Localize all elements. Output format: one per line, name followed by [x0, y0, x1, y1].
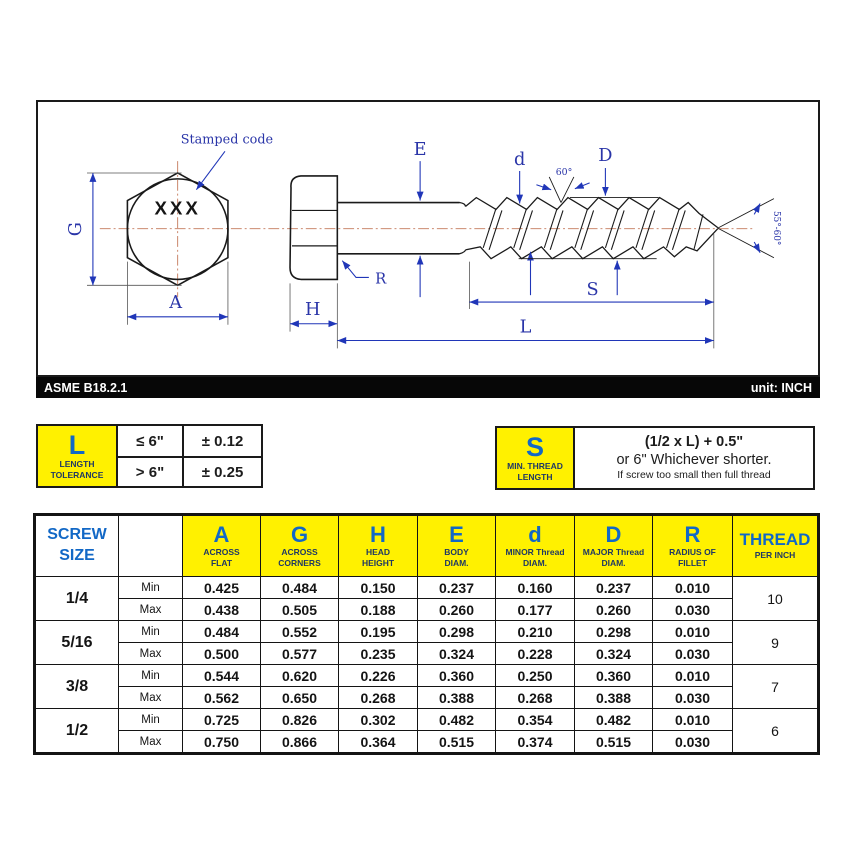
- label-E: E: [413, 140, 427, 161]
- label-S: S: [586, 280, 599, 301]
- value-cell: 0.010: [653, 665, 733, 687]
- value-cell: 0.324: [575, 643, 653, 665]
- size-cell: 1/2: [35, 709, 119, 754]
- value-cell: 0.324: [418, 643, 496, 665]
- min-thread-length-box: [495, 426, 815, 490]
- table-row: [35, 643, 819, 665]
- table-row: [35, 577, 819, 599]
- length-val-1: ± 0.12: [182, 426, 261, 456]
- table-row: [35, 665, 819, 687]
- value-cell: 0.562: [183, 687, 261, 709]
- length-cond-1: ≤ 6": [136, 432, 164, 450]
- label-G: G: [66, 222, 87, 237]
- length-cond-2: > 6": [118, 456, 182, 486]
- value-cell: 0.237: [575, 577, 653, 599]
- dimension-spec-table: [33, 513, 820, 755]
- value-cell: 0.195: [339, 621, 418, 643]
- value-cell: 0.515: [575, 731, 653, 754]
- size-cell: 5/16: [35, 621, 119, 665]
- min-thread-rule: [575, 428, 813, 488]
- col-symbol: D: [605, 522, 622, 548]
- value-cell: 0.160: [496, 577, 575, 599]
- value-cell: 0.302: [339, 709, 418, 731]
- title-bar: [36, 377, 820, 398]
- header-row: [35, 515, 819, 577]
- screw-size-header: [35, 515, 119, 577]
- label-H: H: [304, 299, 321, 320]
- col-symbol: d: [528, 522, 542, 548]
- length-tolerance-label2: TOLERANCE: [50, 469, 104, 480]
- symbol-L: L: [68, 429, 86, 460]
- technical-drawing: [38, 102, 818, 375]
- value-cell: 0.866: [261, 731, 339, 754]
- col-sub: CORNERS: [278, 557, 321, 568]
- min-label: Min: [119, 665, 183, 687]
- dimension-R: [342, 261, 387, 288]
- value-cell: 0.544: [183, 665, 261, 687]
- tpi-cell: 6: [733, 709, 819, 754]
- length-tolerance-label: LENGTH: [59, 458, 95, 469]
- max-label: Max: [119, 643, 183, 665]
- screw-size-line1: SCREW: [47, 526, 107, 544]
- value-cell: 0.030: [653, 731, 733, 754]
- value-cell: 0.268: [339, 687, 418, 709]
- value-cell: 0.235: [339, 643, 418, 665]
- min-thread-symbol-cell: [497, 428, 575, 488]
- value-cell: 0.030: [653, 687, 733, 709]
- centerlines: [100, 161, 753, 297]
- value-cell: 0.150: [339, 577, 418, 599]
- col-sub: FLAT: [210, 557, 233, 568]
- stamped-code-text: XXX: [154, 197, 201, 219]
- value-cell: 0.260: [575, 599, 653, 621]
- screw-side-view: [290, 176, 718, 279]
- col-symbol: R: [684, 522, 701, 548]
- min-label: Min: [119, 577, 183, 599]
- col-header-R: [653, 515, 733, 577]
- col-sub: MAJOR Thread: [582, 546, 645, 557]
- value-cell: 0.505: [261, 599, 339, 621]
- value-cell: 0.030: [653, 643, 733, 665]
- label-thread-angle: 60°: [555, 166, 573, 178]
- max-label: Max: [119, 731, 183, 754]
- value-cell: 0.482: [418, 709, 496, 731]
- length-tolerance-symbol-cell: [38, 426, 118, 486]
- value-cell: 0.250: [496, 665, 575, 687]
- min-label: Min: [119, 709, 183, 731]
- value-cell: 0.650: [261, 687, 339, 709]
- value-cell: 0.010: [653, 621, 733, 643]
- minmax-header-empty: [119, 515, 183, 577]
- col-header-d: [496, 515, 575, 577]
- value-cell: 0.484: [183, 621, 261, 643]
- min-thread-label: MIN. THREAD: [507, 460, 563, 471]
- value-cell: 0.210: [496, 621, 575, 643]
- col-sub: BODY: [444, 546, 469, 557]
- length-tolerance-box: [36, 424, 263, 488]
- value-cell: 0.826: [261, 709, 339, 731]
- thread-length-alt: or 6" Whichever shorter.: [616, 451, 772, 468]
- col-symbol: G: [290, 522, 309, 548]
- thread-length-note: If screw too small then full thread: [617, 469, 771, 482]
- max-label: Max: [119, 687, 183, 709]
- table-row: [35, 709, 819, 731]
- value-cell: 0.228: [496, 643, 575, 665]
- value-cell: 0.237: [418, 577, 496, 599]
- label-L: L: [519, 317, 532, 338]
- col-sub: HEAD: [365, 546, 391, 557]
- value-cell: 0.388: [575, 687, 653, 709]
- value-cell: 0.577: [261, 643, 339, 665]
- col-header-E: [418, 515, 496, 577]
- col-sub: DIAM.: [522, 557, 548, 568]
- table-row: [35, 621, 819, 643]
- dimension-H: [290, 283, 337, 348]
- col-sub: DIAM.: [444, 557, 469, 568]
- dimension-L: [337, 318, 713, 341]
- label-point-angle: 55°-60°: [770, 210, 781, 246]
- col-symbol: A: [213, 522, 230, 548]
- dimension-G: [66, 173, 182, 285]
- value-cell: 0.482: [575, 709, 653, 731]
- value-cell: 0.725: [183, 709, 261, 731]
- label-A: A: [169, 292, 183, 313]
- col-symbol: H: [370, 522, 386, 548]
- value-cell: 0.177: [496, 599, 575, 621]
- value-cell: 0.374: [496, 731, 575, 754]
- col-header-G: [261, 515, 339, 577]
- value-cell: 0.360: [575, 665, 653, 687]
- tpi-cell: 10: [733, 577, 819, 621]
- size-cell: 1/4: [35, 577, 119, 621]
- standard-name: ASME B18.2.1: [44, 380, 128, 395]
- col-sub: ACROSS: [203, 546, 240, 557]
- min-thread-label2: LENGTH: [517, 471, 553, 482]
- label-R: R: [375, 270, 387, 288]
- dimension-A: [127, 262, 228, 325]
- size-cell: 3/8: [35, 665, 119, 709]
- col-header-A: [183, 515, 261, 577]
- col-sub: DIAM.: [601, 557, 626, 568]
- value-cell: 0.552: [261, 621, 339, 643]
- length-val-2: ± 0.25: [182, 456, 261, 486]
- value-cell: 0.030: [653, 599, 733, 621]
- value-cell: 0.360: [418, 665, 496, 687]
- value-cell: 0.226: [339, 665, 418, 687]
- col-symbol: E: [449, 522, 464, 548]
- col-sub: FILLET: [678, 557, 707, 568]
- value-cell: 0.298: [418, 621, 496, 643]
- col-symbol: THREAD: [739, 530, 811, 550]
- value-cell: 0.268: [496, 687, 575, 709]
- value-cell: 0.750: [183, 731, 261, 754]
- value-cell: 0.515: [418, 731, 496, 754]
- value-cell: 0.010: [653, 577, 733, 599]
- col-sub: MINOR Thread: [505, 546, 565, 557]
- value-cell: 0.354: [496, 709, 575, 731]
- value-cell: 0.188: [339, 599, 418, 621]
- col-sub: ACROSS: [281, 546, 318, 557]
- value-cell: 0.425: [183, 577, 261, 599]
- value-cell: 0.010: [653, 709, 733, 731]
- stamped-code-label: Stamped code: [180, 132, 274, 148]
- dimension-D: [519, 146, 659, 295]
- value-cell: 0.388: [418, 687, 496, 709]
- dimension-E: [414, 140, 427, 297]
- screw-size-line2: SIZE: [59, 547, 95, 564]
- tpi-cell: 9: [733, 621, 819, 665]
- symbol-S: S: [525, 431, 544, 462]
- tpi-cell: 7: [733, 665, 819, 709]
- min-label: Min: [119, 621, 183, 643]
- col-sub: RADIUS OF: [669, 546, 716, 557]
- value-cell: 0.438: [183, 599, 261, 621]
- value-cell: 0.484: [261, 577, 339, 599]
- col-sub: HEIGHT: [361, 557, 395, 568]
- unit-label: unit: INCH: [750, 380, 812, 395]
- dimension-S: [469, 234, 713, 348]
- value-cell: 0.620: [261, 665, 339, 687]
- drawing-frame: [36, 100, 820, 377]
- value-cell: 0.500: [183, 643, 261, 665]
- label-D: D: [598, 146, 613, 167]
- table-row: [35, 599, 819, 621]
- col-header-thread: [733, 515, 819, 577]
- value-cell: 0.298: [575, 621, 653, 643]
- max-label: Max: [119, 599, 183, 621]
- value-cell: 0.260: [418, 599, 496, 621]
- col-header-H: [339, 515, 418, 577]
- value-cell: 0.364: [339, 731, 418, 754]
- table-row: [35, 731, 819, 754]
- col-header-D: [575, 515, 653, 577]
- col-sub: PER INCH: [754, 549, 796, 560]
- point-angle-annotation: [718, 199, 781, 258]
- thread-length-formula: (1/2 x L) + 0.5": [644, 434, 744, 451]
- label-d: d: [513, 150, 526, 171]
- table-row: [35, 687, 819, 709]
